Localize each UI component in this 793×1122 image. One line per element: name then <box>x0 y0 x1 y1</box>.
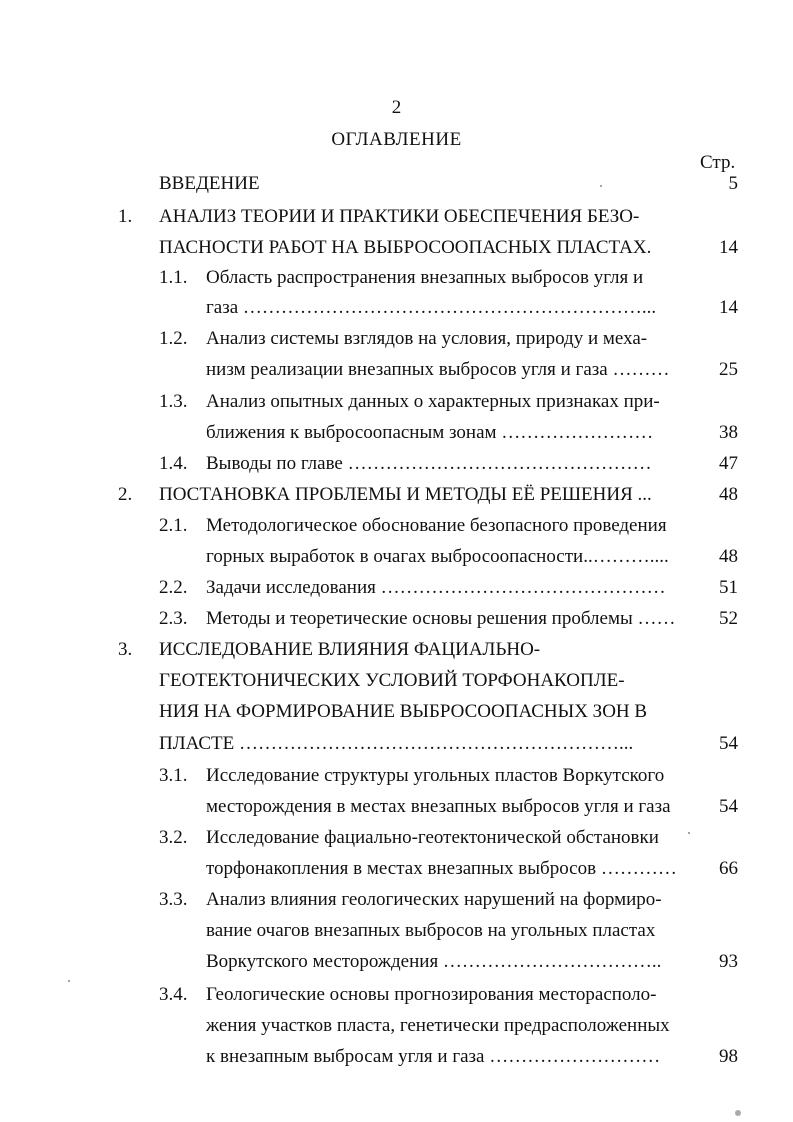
toc-num-s3-3: 3.3. <box>159 889 188 910</box>
toc-num-s3-1: 3.1. <box>159 765 188 786</box>
toc-num-s2-2: 2.2. <box>159 577 188 598</box>
toc-entry-s3-2-line2: торфонакопления в местах внезапных выбросов ………… <box>206 858 677 879</box>
toc-entry-s3-3-line3: Воркутского месторождения …………………………….. <box>206 951 662 972</box>
scan-speck <box>735 1110 741 1116</box>
toc-entry-s2-3: Методы и теоретические основы решения проблемы …… <box>206 608 676 629</box>
toc-page-s1-4: 47 <box>719 453 738 474</box>
toc-entry-s1-3-line1: Анализ опытных данных о характерных признаках при- <box>206 391 660 412</box>
toc-entry-ch3-line2: ГЕОТЕКТОНИЧЕСКИХ УСЛОВИЙ ТОРФОНАКОПЛЕ- <box>159 670 625 691</box>
toc-page-s2-3: 52 <box>719 608 738 629</box>
toc-page-s3-2: 66 <box>719 858 738 879</box>
toc-page-s3-3: 93 <box>719 951 738 972</box>
toc-num-ch3: 3. <box>118 639 133 660</box>
toc-entry-s1-3-line2: ближения к выбросоопасным зонам …………………… <box>206 422 654 443</box>
toc-entry-s1-2-line2: низм реализации внезапных выбросов угля и газа ……… <box>206 359 670 380</box>
toc-page-s1-2: 25 <box>719 359 738 380</box>
toc-page-s3-1: 54 <box>719 796 738 817</box>
toc-num-s3-2: 3.2. <box>159 827 188 848</box>
toc-entry-ch1-line1: АНАЛИЗ ТЕОРИИ И ПРАКТИКИ ОБЕСПЕЧЕНИЯ БЕЗО- <box>159 206 640 227</box>
toc-page-s2-1: 48 <box>719 546 738 567</box>
toc-entry-s3-4-line3: к внезапным выбросам угля и газа ……………………… <box>206 1046 661 1067</box>
toc-entry-s3-3-line1: Анализ влияния геологических нарушений на формиро- <box>206 889 662 910</box>
toc-num-s2-1: 2.1. <box>159 515 188 536</box>
toc-num-ch2: 2. <box>118 484 133 505</box>
scan-speck <box>688 832 690 834</box>
toc-page-ch1: 14 <box>719 237 738 258</box>
toc-page-intro: 5 <box>728 173 738 194</box>
toc-entry-s3-4-line2: жения участков пласта, генетически предрасположенных <box>206 1015 670 1036</box>
toc-page-s1-3: 38 <box>719 422 738 443</box>
toc-entry-s3-1-line2: месторождения в местах внезапных выбросов угля и газа <box>206 796 671 817</box>
page-number: 2 <box>391 97 402 118</box>
toc-entry-s3-4-line1: Геологические основы прогнозирования месторасполо- <box>206 984 657 1005</box>
toc-entry-s1-2-line1: Анализ системы взглядов на условия, природу и меха- <box>206 328 648 349</box>
scan-speck <box>68 980 70 982</box>
toc-entry-s1-1-line2: газа ………………………………………………………... <box>206 297 657 318</box>
toc-num-s1-4: 1.4. <box>159 453 188 474</box>
toc-page-s1-1: 14 <box>719 297 738 318</box>
toc-num-s3-4: 3.4. <box>159 984 188 1005</box>
toc-num-s1-3: 1.3. <box>159 391 188 412</box>
toc-entry-s1-4: Выводы по главе ………………………………………… <box>206 453 652 474</box>
toc-num-s1-2: 1.2. <box>159 328 188 349</box>
toc-page-ch3: 54 <box>719 733 738 754</box>
scan-speck <box>600 185 602 187</box>
toc-page-s2-2: 51 <box>719 577 738 598</box>
toc-entry-s3-2-line1: Исследование фациально-геотектонической обстановки <box>206 827 659 848</box>
toc-page-ch2: 48 <box>719 484 738 505</box>
toc-entry-ch3-line1: ИССЛЕДОВАНИЕ ВЛИЯНИЯ ФАЦИАЛЬНО- <box>159 639 541 660</box>
toc-entry-ch3-line4: ПЛАСТЕ ……………………………………………………... <box>159 733 634 754</box>
toc-entry-s2-1-line2: горных выработок в очагах выбросоопасности..……….... <box>206 546 669 567</box>
toc-entry-s2-1-line1: Методологическое обоснование безопасного проведения <box>206 515 667 536</box>
toc-entry-intro: ВВЕДЕНИЕ <box>159 173 260 194</box>
toc-entry-s3-1-line1: Исследование структуры угольных пластов Воркутского <box>206 765 665 786</box>
toc-entry-s2-2: Задачи исследования ……………………………………… <box>206 577 666 598</box>
toc-entry-s1-1-line1: Область распространения внезапных выбросов угля и <box>206 267 644 288</box>
toc-num-s2-3: 2.3. <box>159 608 188 629</box>
toc-num-s1-1: 1.1. <box>159 267 188 288</box>
toc-entry-s3-3-line2: вание очагов внезапных выбросов на угольных пластах <box>206 920 656 941</box>
toc-entry-ch3-line3: НИЯ НА ФОРМИРОВАНИЕ ВЫБРОСООПАСНЫХ ЗОН В <box>159 701 648 722</box>
toc-num-ch1: 1. <box>118 206 133 227</box>
toc-title: ОГЛАВЛЕНИЕ <box>331 129 462 150</box>
page-column-label: Стр. <box>700 152 736 173</box>
toc-page-s3-4: 98 <box>719 1046 738 1067</box>
toc-entry-ch1-line2: ПАСНОСТИ РАБОТ НА ВЫБРОСООПАСНЫХ ПЛАСТАХ. <box>159 237 652 258</box>
toc-entry-ch2: ПОСТАНОВКА ПРОБЛЕМЫ И МЕТОДЫ ЕЁ РЕШЕНИЯ ... <box>159 484 652 505</box>
